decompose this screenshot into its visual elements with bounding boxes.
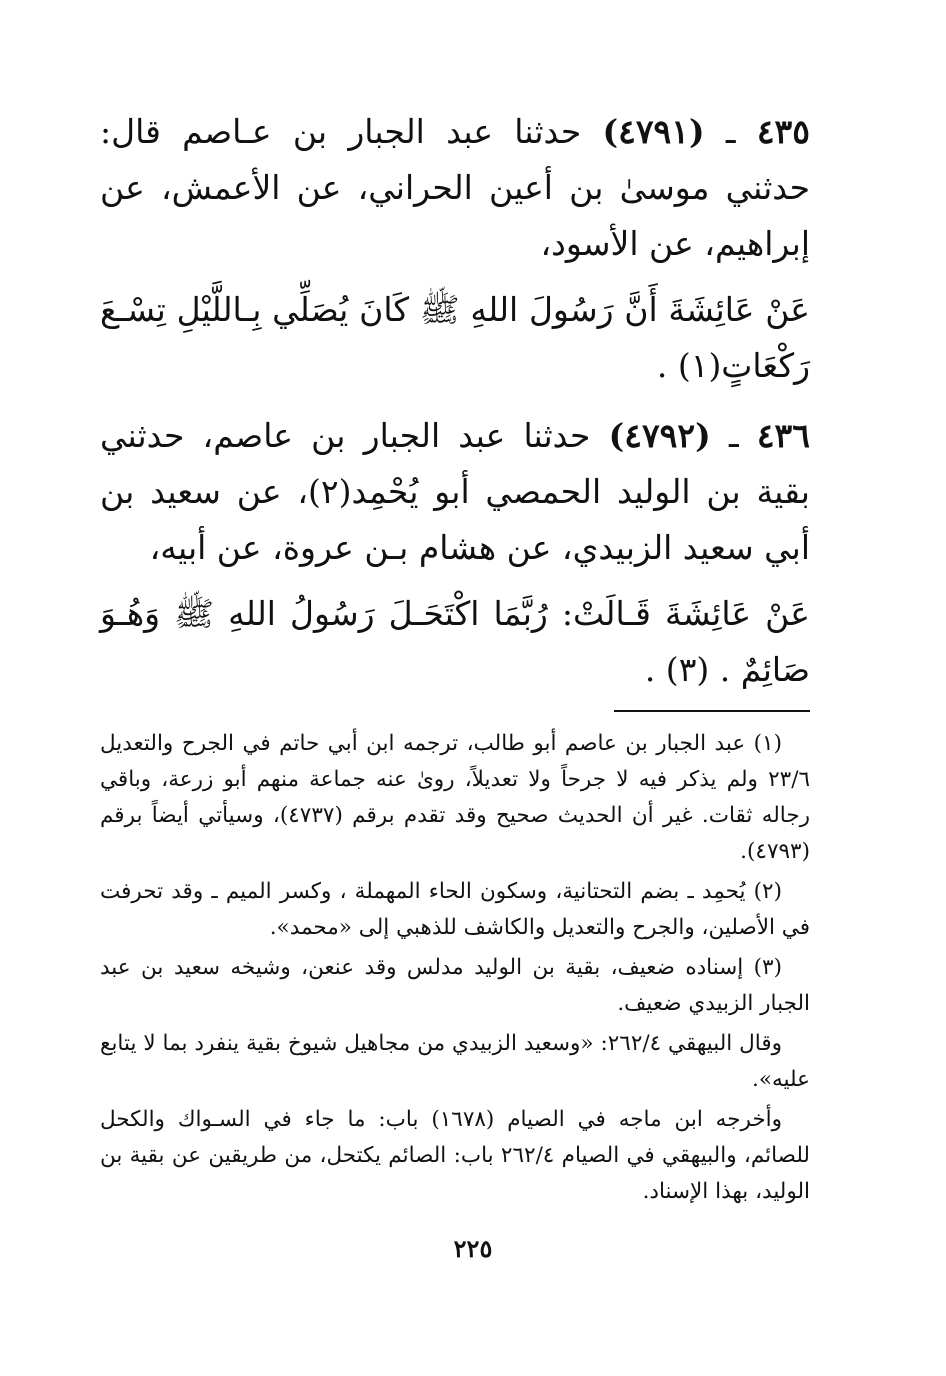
hadith-isnad bbox=[100, 408, 810, 576]
hadith-matn: عَنْ عَائِشَةَ قَـالَتْ: رُبَّمَا اكْتَحَـلَ رَسُولُ اللهِ ﷺ وَهُـوَ صَائِمٌ . (٣) . bbox=[100, 594, 810, 689]
footnote-3-sources: وأخرجه ابن ماجه في الصيام (١٦٧٨) باب: ما جاء في السـواك والكحل للصائم، والبيهقي في الصيام ٢٦٢/٤ باب: الصائم يكتحل، من طريقين عن بقية بن الوليد، بهذا الإسناد. bbox=[100, 1107, 810, 1204]
hadith-reference: (٤٧٩١) bbox=[602, 112, 705, 151]
hadith-number: ٤٣٥ bbox=[756, 112, 810, 151]
hadith-matn: عَنْ عَائِشَةَ أَنَّ رَسُولَ اللهِ ﷺ كَانَ يُصَلِّي بِـاللَّيْلِ تِسْـعَ رَكْعَاتٍ(١) . bbox=[100, 290, 810, 385]
hadith-reference: (٤٧٩٢) bbox=[608, 416, 711, 455]
footnote-divider bbox=[614, 710, 810, 712]
footnotes bbox=[100, 726, 810, 1214]
number-separator: ـ bbox=[704, 112, 757, 151]
hadith-chain-text: حدثنا عبد الجبار بن عـاصم قال: حدثني موسىٰ بن أعين الحراني، عن الأعمش، عن إبراهيم، عن الأسود، bbox=[100, 112, 810, 263]
footnote-3-continued: وقال البيهقي ٢٦٢/٤: «وسعيد الزبيدي من مجاهيل شيوخ بقية ينفرد بما لا يتابع عليه». bbox=[100, 1031, 810, 1092]
footnote-3: (٣) إسناده ضعيف، بقية بن الوليد مدلس وقد عنعن، وشيخه سعيد بن عبد الجبار الزبيدي ضعيف. bbox=[100, 955, 810, 1016]
hadith-chain-text: حدثنا عبد الجبار بن عاصم، حدثني بقية بن الوليد الحمصي أبو يُحْمِد(٢)، عن سعيد بن أبي سعيد الزبيدي، عن هشام بـن عروة، عن أبيه، bbox=[100, 416, 810, 567]
page-number: ٢٢٥ bbox=[453, 1234, 493, 1263]
hadith-entry bbox=[100, 104, 810, 394]
hadith-number: ٤٣٦ bbox=[756, 416, 810, 455]
hadith-entry bbox=[100, 408, 810, 698]
main-text bbox=[100, 104, 810, 712]
footnote-1: (١) عبد الجبار بن عاصم أبو طالب، ترجمه ابن أبي حاتم في الجرح والتعديل ٢٣/٦ ولم يذكر فيه لا جرحاً ولا تعديلاً، روىٰ عنه جماعة منهم أبو زرعة، وباقي رجاله ثقات. غير أن الحديث صحيح وقد تقدم برقم (٤٧٣٧)، وسيأتي أيضاً برقم (٤٧٩٣). bbox=[100, 731, 810, 864]
footnote-2: (٢) يُحمِد ـ بضم التحتانية، وسكون الحاء المهملة ، وكسر الميم ـ وقد تحرفت في الأصلين، والجرح والتعديل والكاشف للذهبي إلى «محمد». bbox=[100, 879, 810, 940]
number-separator: ـ bbox=[710, 416, 757, 455]
hadith-isnad bbox=[100, 104, 810, 272]
